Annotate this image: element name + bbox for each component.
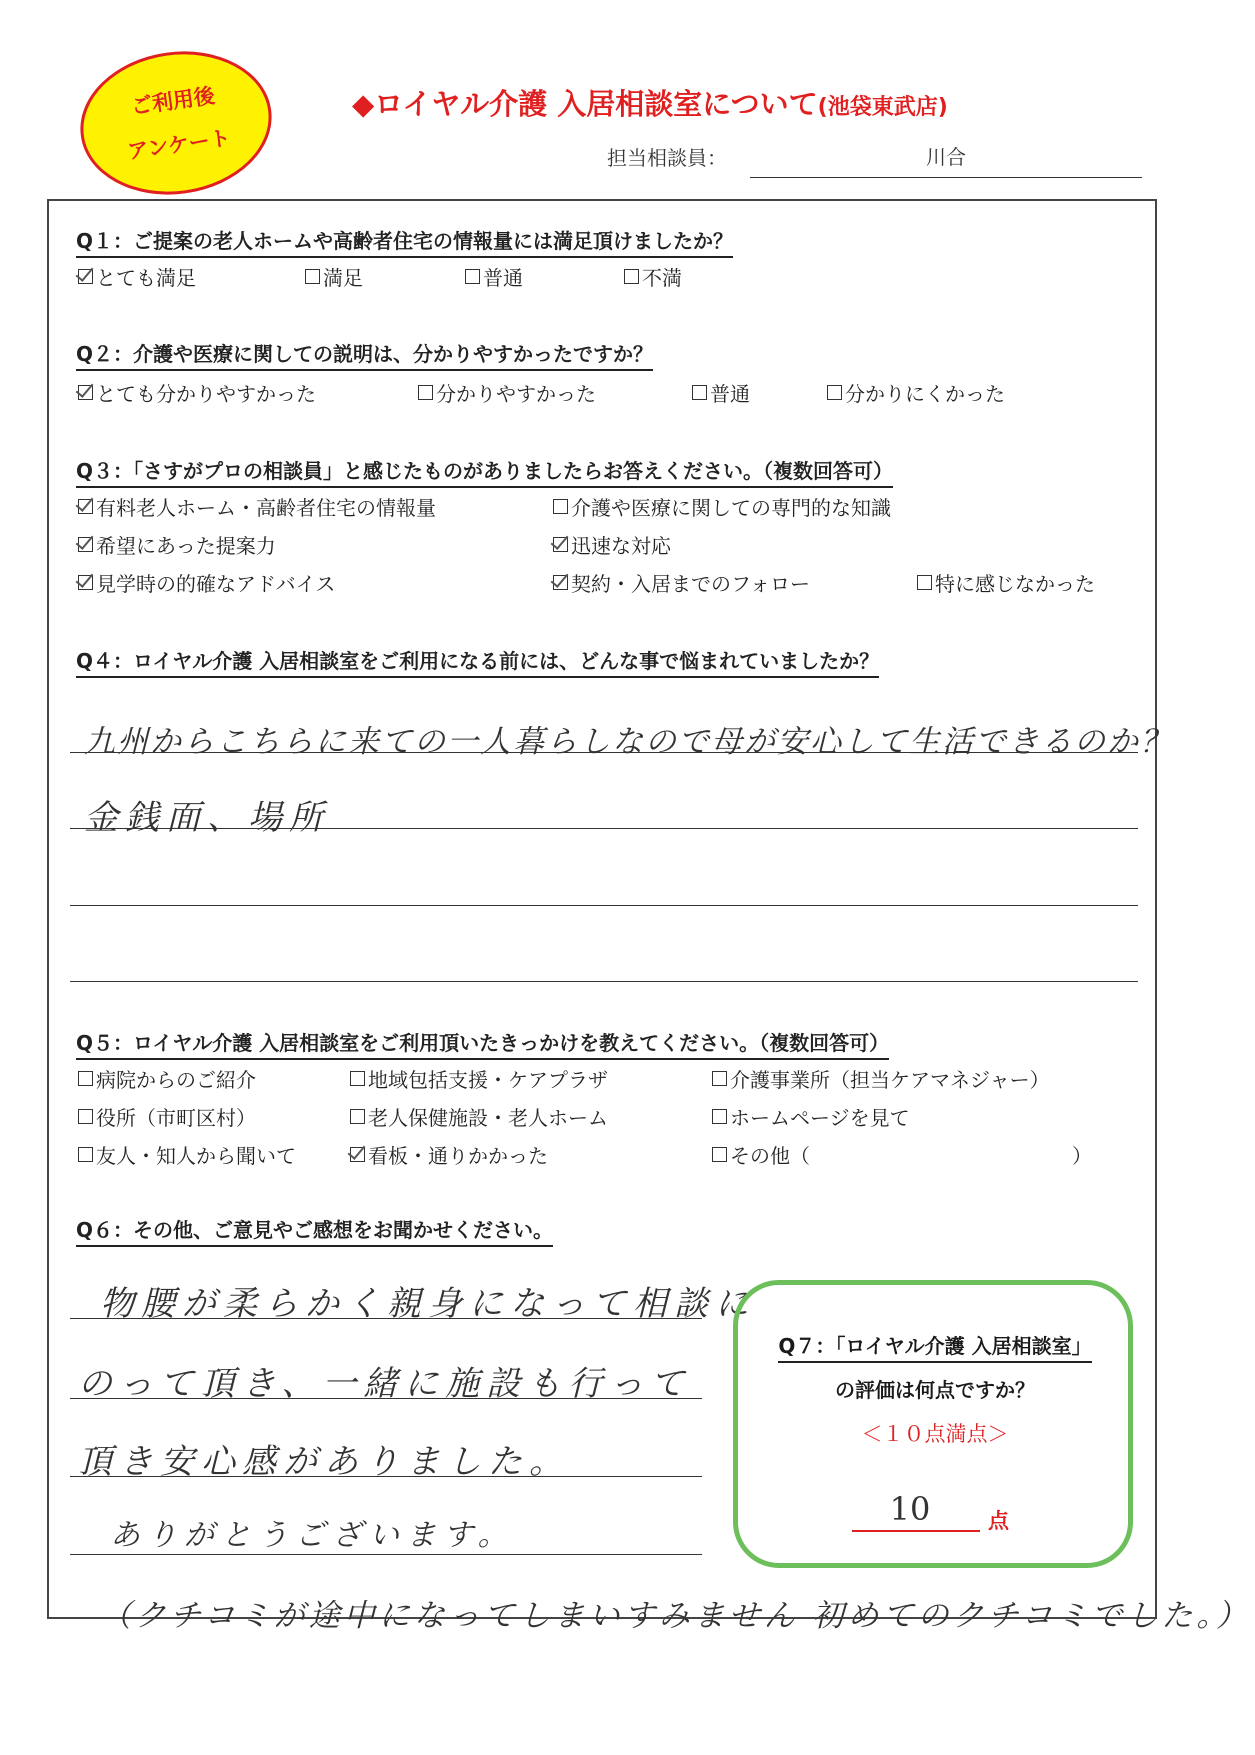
checkbox-checked[interactable] bbox=[78, 499, 93, 514]
q7-score-underline bbox=[852, 1530, 980, 1532]
q7-subtitle: の評価は何点ですか？ bbox=[835, 1378, 1035, 1402]
q2-option-clear[interactable]: 分かりやすかった bbox=[418, 378, 596, 407]
consultant-label: 担当相談員： bbox=[607, 146, 727, 170]
checkbox-checked[interactable] bbox=[78, 269, 93, 284]
usage-survey-badge bbox=[71, 39, 281, 206]
checkbox[interactable] bbox=[712, 1109, 727, 1124]
q5-option-signboard[interactable]: 看板・通りかかった bbox=[350, 1140, 548, 1169]
q7-title: Q７：「ロイヤル介護 入居相談室」 bbox=[745, 1330, 1125, 1359]
q5-other-close-paren: ） bbox=[1072, 1144, 1092, 1168]
q1-option-normal[interactable]: 普通 bbox=[465, 262, 523, 291]
q3-question: Q３：「さすがプロの相談員」と感じたものがありましたらお答えください。（複数回答可） bbox=[76, 455, 893, 484]
badge-line2: アンケート bbox=[126, 125, 233, 164]
q3-option-proposal[interactable]: 希望にあった提案力 bbox=[78, 530, 276, 559]
q6-question: Q６：その他、ご意見やご感想をお聞かせください。 bbox=[76, 1214, 553, 1243]
q6-writing-line bbox=[70, 1318, 702, 1319]
badge-line1: ご利用後 bbox=[129, 83, 217, 119]
q5-option-government[interactable]: 役所（市町区村） bbox=[78, 1102, 256, 1131]
checkbox-checked[interactable] bbox=[78, 575, 93, 590]
checkbox-checked[interactable] bbox=[553, 537, 568, 552]
q4-writing-line bbox=[70, 905, 1138, 906]
checkbox[interactable] bbox=[712, 1071, 727, 1086]
q5-option-care-office[interactable]: 介護事業所（担当ケアマネジャー） bbox=[712, 1064, 1050, 1093]
q2-question: Q２：介護や医療に関しての説明は、分かりやすかったですか？ bbox=[76, 338, 653, 367]
q3-option-none[interactable]: 特に感じなかった bbox=[917, 568, 1095, 597]
q4-writing-line bbox=[70, 981, 1138, 982]
checkbox[interactable] bbox=[692, 385, 707, 400]
q6-answer-line1: 物腰が柔らかく親身になって相談に bbox=[100, 1284, 756, 1324]
checkbox[interactable] bbox=[418, 385, 433, 400]
checkbox-checked[interactable] bbox=[553, 575, 568, 590]
checkbox[interactable] bbox=[465, 269, 480, 284]
q5-option-community-support[interactable]: 地域包括支援・ケアプラザ bbox=[350, 1064, 608, 1093]
title-main: ◆ロイヤル介護 入居相談室について bbox=[352, 87, 818, 121]
q1-option-satisfied[interactable]: 満足 bbox=[305, 262, 363, 291]
checkbox[interactable] bbox=[624, 269, 639, 284]
consultant-underline bbox=[750, 177, 1142, 178]
q5-option-facility[interactable]: 老人保健施設・老人ホーム bbox=[350, 1102, 608, 1131]
q5-question: Q５：ロイヤル介護 入居相談室をご利用頂いたきっかけを教えてください。（複数回答可） bbox=[76, 1027, 889, 1056]
q7-score-unit: 点 bbox=[988, 1509, 1009, 1533]
q3-option-tour-advice[interactable]: 見学時の的確なアドバイス bbox=[78, 568, 335, 597]
q6-writing-line bbox=[70, 1554, 702, 1555]
q3-option-expertise[interactable]: 介護や医療に関しての専門的な知識 bbox=[553, 492, 891, 521]
title-store: (池袋東武店) bbox=[817, 95, 948, 120]
q3-option-quick-response[interactable]: 迅速な対応 bbox=[553, 530, 671, 559]
checkbox-checked[interactable] bbox=[78, 385, 93, 400]
checkbox[interactable] bbox=[78, 1071, 93, 1086]
q4-answer-line2: 金銭面、場所 bbox=[84, 798, 330, 838]
consultant-name: 川合 bbox=[926, 145, 966, 169]
page-title bbox=[352, 82, 948, 123]
checkbox[interactable] bbox=[78, 1109, 93, 1124]
q5-option-website[interactable]: ホームページを見て bbox=[712, 1102, 910, 1131]
q5-option-friend[interactable]: 友人・知人から聞いて bbox=[78, 1140, 296, 1169]
q6-answer-line3: 頂き安心感がありました。 bbox=[78, 1442, 570, 1482]
q4-answer-line1: 九州からこちらに来ての一人暮らしなので母が安心して生活できるのか？ bbox=[84, 724, 1173, 760]
q7-score-value: 10 bbox=[889, 1490, 931, 1528]
q6-answer-line4: ありがとうございます。 bbox=[110, 1518, 515, 1553]
q6-answer-line2: のって頂き、一緒に施設も行って bbox=[78, 1364, 692, 1404]
checkbox[interactable] bbox=[827, 385, 842, 400]
q7-max-score: ＜１０点満点＞ bbox=[861, 1422, 1009, 1446]
q6-writing-line bbox=[70, 1398, 702, 1399]
q3-option-follow-up[interactable]: 契約・入居までのフォロー bbox=[553, 568, 810, 597]
q2-option-normal[interactable]: 普通 bbox=[692, 378, 750, 407]
q3-option-info-volume[interactable]: 有料老人ホーム・高齢者住宅の情報量 bbox=[78, 492, 436, 521]
q2-option-very-clear[interactable]: とても分かりやすかった bbox=[78, 378, 316, 407]
checkbox[interactable] bbox=[712, 1147, 727, 1162]
checkbox-checked[interactable] bbox=[350, 1147, 365, 1162]
q5-option-other[interactable]: その他（ bbox=[712, 1140, 810, 1169]
q1-option-dissatisfied[interactable]: 不満 bbox=[624, 262, 682, 291]
q1-question: Q１：ご提案の老人ホームや高齢者住宅の情報量には満足頂けましたか？ bbox=[76, 225, 733, 254]
handwritten-footnote: （クチコミが途中になってしまいすみません 初めてのクチコミでした。） bbox=[100, 1598, 1251, 1634]
q4-writing-line bbox=[70, 828, 1138, 829]
checkbox[interactable] bbox=[350, 1109, 365, 1124]
q4-writing-line bbox=[70, 752, 1138, 753]
checkbox[interactable] bbox=[553, 499, 568, 514]
checkbox[interactable] bbox=[305, 269, 320, 284]
checkbox[interactable] bbox=[350, 1071, 365, 1086]
checkbox[interactable] bbox=[78, 1147, 93, 1162]
checkbox-checked[interactable] bbox=[78, 537, 93, 552]
q2-option-unclear[interactable]: 分かりにくかった bbox=[827, 378, 1005, 407]
q4-question: Q４：ロイヤル介護 入居相談室をご利用になる前には、どんな事で悩まれていましたか？ bbox=[76, 645, 879, 674]
q1-option-very-satisfied[interactable]: とても満足 bbox=[78, 262, 196, 291]
q5-option-hospital[interactable]: 病院からのご紹介 bbox=[78, 1064, 256, 1093]
checkbox[interactable] bbox=[917, 575, 932, 590]
q6-writing-line bbox=[70, 1476, 702, 1477]
